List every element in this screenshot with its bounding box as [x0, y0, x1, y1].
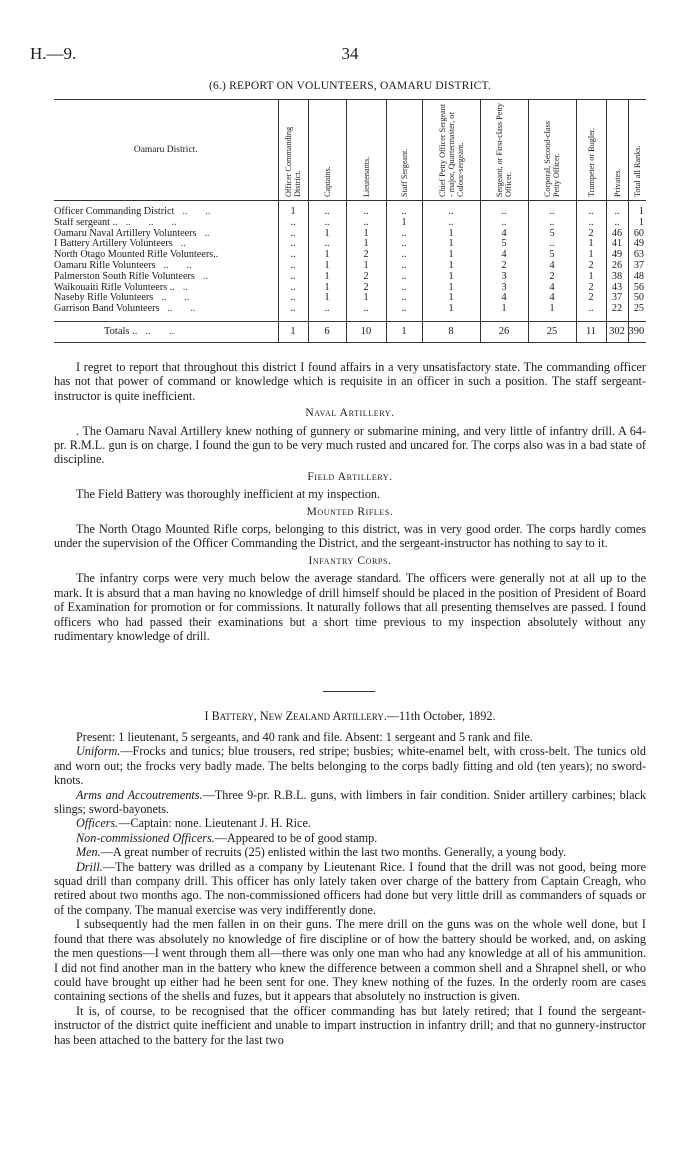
leader-dots: ..: [204, 228, 210, 239]
section-paragraph: . The Oamaru Naval Artillery knew nothing of gunnery or submarine mining, and very little of infantry drill. A 64-pr. R.M.L. gun is on charge. I found the gun to be very much rusted and uncared for. The corps also was in a bad state of discipline.: [54, 423, 646, 467]
table-cell: 1: [346, 239, 386, 250]
table-cell: 4: [480, 250, 528, 261]
table-cell: 43: [606, 283, 628, 294]
table-cell: ..: [308, 239, 346, 250]
table-row: [54, 229, 646, 240]
table-cell: 2: [576, 261, 606, 272]
table-cell: 1: [422, 261, 480, 272]
header-reference: H.—9.: [30, 44, 77, 63]
leader-dots: .. ..: [161, 293, 190, 304]
table-row: [54, 261, 646, 272]
table-cell: 4: [528, 293, 576, 304]
table-row: [54, 239, 646, 250]
men-paragraph: Men.—A great number of recruits (25) enlisted within the last two months. Generally, a young body.: [76, 845, 567, 860]
table-cell: 60: [628, 229, 646, 240]
nco-paragraph: Non-commissioned Officers.—Appeared to be of good stamp.: [76, 830, 378, 845]
row-label: Oamaru Rifle Volunteers .. ..: [54, 260, 192, 271]
table-row: [54, 201, 646, 218]
table-cell: 37: [628, 261, 646, 272]
table-cell: ..: [386, 250, 422, 261]
column-header: Sergeant, or First-class Petty Officer.: [480, 100, 528, 201]
section-paragraph: The North Otago Mounted Rifle corps, belonging to this district, was in very good order. The corps hardly comes under the supervision of the Officer Commanding the District, and the sergeant-instructor has nothing to say to it.: [54, 522, 646, 551]
table-cell: 1: [278, 321, 308, 342]
table-row: [54, 250, 646, 261]
table-row: [54, 283, 646, 294]
leader-dots: .. ..: [163, 260, 192, 271]
arms-paragraph: Arms and Accoutrements.—Three 9-pr. R.B.L. guns, with limbers in fair condition. Snider artillery carbines; black slings; sword-bayonets.: [54, 787, 647, 817]
guns-paragraph: I subsequently had the men fallen in on their guns. The mere drill on the guns was on the whole well done, but I found that there was absolutely no knowledge of fire discipline or of how the battery should be worked, and, on asking the men questions—I went through them all—there was only one man who had any knowledge at all of his ammunition. I did not find another man in the battery who knew the difference between a common shell and a Shrapnel shell, or who could have brought up either had he been sent for one. They knew nothing of the fuzes. In the orderly room are cases containing sections of the shells and fuzes, but it appears that absolutely no instruction is given.: [54, 917, 646, 1004]
table-cell: 302: [606, 321, 628, 342]
leader-dots: .. ..: [145, 325, 175, 337]
section-heading: Field Artillery.: [307, 470, 393, 483]
table-cell: ..: [528, 218, 576, 229]
row-label: Staff sergeant .. .. .. ..: [54, 217, 177, 228]
table-cell: 8: [422, 321, 480, 342]
table-header-row: [54, 100, 646, 201]
leader-dots: .. ..: [182, 206, 211, 217]
table-cell: 1: [422, 304, 480, 321]
table-cell: 1: [422, 283, 480, 294]
table-cell: 25: [628, 304, 646, 321]
table-cell: 6: [308, 321, 346, 342]
table-cell: ..: [278, 304, 308, 321]
table-cell: ..: [606, 218, 628, 229]
table-cell: 1: [422, 229, 480, 240]
table-cell: ..: [278, 293, 308, 304]
table-row: [54, 218, 646, 229]
table-cell: ..: [278, 250, 308, 261]
table-cell: 22: [606, 304, 628, 321]
table-cell: ..: [576, 218, 606, 229]
table-cell: 2: [346, 250, 386, 261]
leader-dots: ..: [202, 271, 208, 282]
table-cell: 41: [606, 239, 628, 250]
table-cell: 46: [606, 229, 628, 240]
row-label: Garrison Band Volunteers .. ..: [54, 304, 196, 315]
table-cell: 1: [308, 229, 346, 240]
row-label: Officer Commanding District .. ..: [54, 206, 211, 217]
table-cell: 4: [480, 229, 528, 240]
section-heading: Infantry Corps.: [308, 554, 392, 567]
table-cell: ..: [386, 261, 422, 272]
table-cell: 1: [308, 261, 346, 272]
column-header-district: Oamaru District.: [54, 100, 278, 201]
table-cell: 1: [480, 304, 528, 321]
table-cell: ..: [386, 272, 422, 283]
row-label: I Battery Artillery Volunteers ..: [54, 239, 186, 250]
table-cell: 1: [422, 272, 480, 283]
table-cell: 38: [606, 272, 628, 283]
section-heading: Mounted Rifles.: [306, 505, 394, 518]
table-cell: 1: [628, 201, 646, 218]
table-cell: 1: [386, 321, 422, 342]
table-cell: ..: [346, 218, 386, 229]
table-cell: 390: [628, 321, 646, 342]
table-cell: ..: [480, 201, 528, 218]
table-cell: 1: [422, 239, 480, 250]
table-cell: ..: [346, 304, 386, 321]
uniform-paragraph: Uniform.—Frocks and tunics; blue trousers, red stripe; busbies; white-enamel belt, with cross-belt. The tunics old and worn out; the frocks very badly made. The belts belonging to the corps badly fitting and old (ten years); no sword-knots.: [54, 744, 646, 788]
table-cell: 50: [628, 293, 646, 304]
report-body: [54, 360, 646, 643]
table-cell: 1: [308, 283, 346, 294]
table-cell: ..: [386, 229, 422, 240]
section-paragraph: The Field Battery was thoroughly inefficient at my inspection.: [76, 487, 381, 502]
table-cell: ..: [308, 201, 346, 218]
table-cell: ..: [386, 283, 422, 294]
table-cell: 5: [528, 250, 576, 261]
table-cell: 1: [576, 272, 606, 283]
table-cell: ..: [386, 293, 422, 304]
table-cell: 1: [628, 218, 646, 229]
table-cell: ..: [278, 261, 308, 272]
table-cell: 2: [480, 261, 528, 272]
column-header: Captains.: [308, 100, 346, 201]
table-cell: ..: [278, 283, 308, 294]
table-cell: 26: [480, 321, 528, 342]
table-cell: 1: [386, 218, 422, 229]
table-cell: 10: [346, 321, 386, 342]
table-cell: 2: [346, 272, 386, 283]
drill-paragraph: Drill.—The battery was drilled as a company by Lieutenant Rice. I found that the drill was not good, being more squad drill than company drill. This officer has only lately taken over charge of the battery from Captain Creagh, who retired about two months ago. The non-commissioned officers had done but very little drill as commanders of squads or of the company. The manual exercise was very indifferently done.: [54, 859, 646, 917]
table-cell: 48: [628, 272, 646, 283]
table-cell: ..: [386, 201, 422, 218]
table-cell: ..: [346, 201, 386, 218]
table-cell: ..: [278, 218, 308, 229]
table-cell: ..: [278, 239, 308, 250]
table-cell: 1: [346, 261, 386, 272]
table-cell: ..: [576, 201, 606, 218]
column-header: Total all Ranks.: [628, 100, 646, 201]
intro-paragraph: I regret to report that throughout this district I found affairs in a very unsatisfactory state. The commanding officer has not that power of command or knowledge which is requisite in an officer in such a position. The staff sergeant-instructor is quite inefficient.: [54, 360, 646, 403]
table-cell: ..: [606, 201, 628, 218]
column-header: Chief Petty Officer Sergeant - major, Quartermaster, or Colour-sergeant.: [422, 100, 480, 201]
battery-report: [54, 730, 646, 1047]
column-header: Privates.: [606, 100, 628, 201]
column-header: Officer Commanding District.: [278, 100, 308, 201]
closing-paragraph: It is, of course, to be recognised that the officer commanding has but lately retired; that I found the sergeant-instructor of the district quite inefficient and unable to impart instruction in infantry drill; and that no gunnery-instructor has been attached to the battery for the last two: [54, 1003, 646, 1047]
table-cell: 25: [528, 321, 576, 342]
report-title: (6.) REPORT ON VOLUNTEERS, OAMARU DISTRICT.: [209, 80, 491, 92]
table-cell: 1: [422, 250, 480, 261]
table-cell: ..: [422, 201, 480, 218]
table-cell: 2: [346, 283, 386, 294]
row-label: Oamaru Naval Artillery Volunteers ..: [54, 228, 210, 239]
table-cell: 4: [528, 283, 576, 294]
table-cell: 2: [528, 272, 576, 283]
table-cell: 2: [576, 293, 606, 304]
table-cell: ..: [278, 229, 308, 240]
table-cell: 56: [628, 283, 646, 294]
column-header: Staff Sergeant.: [386, 100, 422, 201]
row-label: Palmerston South Rifle Volunteers ..: [54, 271, 208, 282]
table-cell: 3: [480, 272, 528, 283]
table-cell: 4: [528, 261, 576, 272]
table-cell: 1: [308, 250, 346, 261]
page-number: 34: [341, 44, 359, 63]
table-cell: 3: [480, 283, 528, 294]
table-cell: ..: [576, 304, 606, 321]
table-cell: 11: [576, 321, 606, 342]
table-cell: ..: [480, 218, 528, 229]
battery-title: I Battery, New Zealand Artillery.—11th October, 1892.: [204, 709, 496, 723]
table-cell: 2: [576, 283, 606, 294]
officers-paragraph: Officers.—Captain: none. Lieutenant J. H. Rice.: [76, 816, 311, 831]
table-cell: 1: [346, 293, 386, 304]
table-cell: ..: [308, 304, 346, 321]
table-cell: ..: [528, 201, 576, 218]
table-cell: 63: [628, 250, 646, 261]
present-paragraph: Present: 1 lieutenant, 5 sergeants, and 40 rank and file. Absent: 1 sergeant and 5 rank and file.: [76, 730, 533, 744]
column-header: Corporal, Second-class Petty Officer.: [528, 100, 576, 201]
totals-row: [54, 321, 646, 342]
section-divider: [323, 691, 375, 692]
table-cell: 5: [480, 239, 528, 250]
volunteers-table: [54, 99, 646, 343]
table-cell: 1: [576, 239, 606, 250]
column-header: Trumpeter or Bugler.: [576, 100, 606, 201]
table-cell: ..: [308, 218, 346, 229]
table-cell: 49: [628, 239, 646, 250]
table-cell: 1: [576, 250, 606, 261]
leader-dots: .. .. ..: [125, 217, 177, 228]
table-cell: 1: [308, 272, 346, 283]
table-cell: 49: [606, 250, 628, 261]
table-cell: ..: [422, 218, 480, 229]
table-cell: 1: [278, 201, 308, 218]
table-cell: ..: [528, 239, 576, 250]
table-cell: 1: [308, 293, 346, 304]
leader-dots: ..: [180, 239, 186, 250]
table-cell: ..: [386, 239, 422, 250]
table-cell: 4: [480, 293, 528, 304]
table-row: [54, 272, 646, 283]
row-label: Waikouaiti Rifle Volunteers .. ..: [54, 282, 188, 293]
section-paragraph: The infantry corps were very much below the average standard. The officers were generally not at all up to the mark. It is absurd that a man having no knowledge of drill himself should be placed in the position of President of Board of Examination for promotion or for commissions. It naturally follows that all presenting themselves are passed. I found officers who had passed their examinations but a short time previous to my inspection absolutely without any rudimentary knowledge of drill.: [54, 571, 646, 643]
leader-dots: .. ..: [167, 304, 196, 315]
table-cell: 2: [576, 229, 606, 240]
table-row: [54, 304, 646, 321]
row-label: North Otago Mounted Rifle Volunteers..: [54, 250, 219, 261]
row-label: Totals .. .. ..: [54, 321, 278, 342]
table-cell: ..: [278, 272, 308, 283]
table-cell: 5: [528, 229, 576, 240]
row-label: Naseby Rifle Volunteers .. ..: [54, 293, 190, 304]
table-row: [54, 293, 646, 304]
table-cell: ..: [386, 304, 422, 321]
section-heading: Naval Artillery.: [305, 407, 395, 420]
leader-dots: ..: [182, 282, 188, 293]
table-cell: 1: [528, 304, 576, 321]
table-cell: 26: [606, 261, 628, 272]
column-header: Lieutenants.: [346, 100, 386, 201]
table-cell: 37: [606, 293, 628, 304]
table-cell: 1: [346, 229, 386, 240]
table-cell: 1: [422, 293, 480, 304]
